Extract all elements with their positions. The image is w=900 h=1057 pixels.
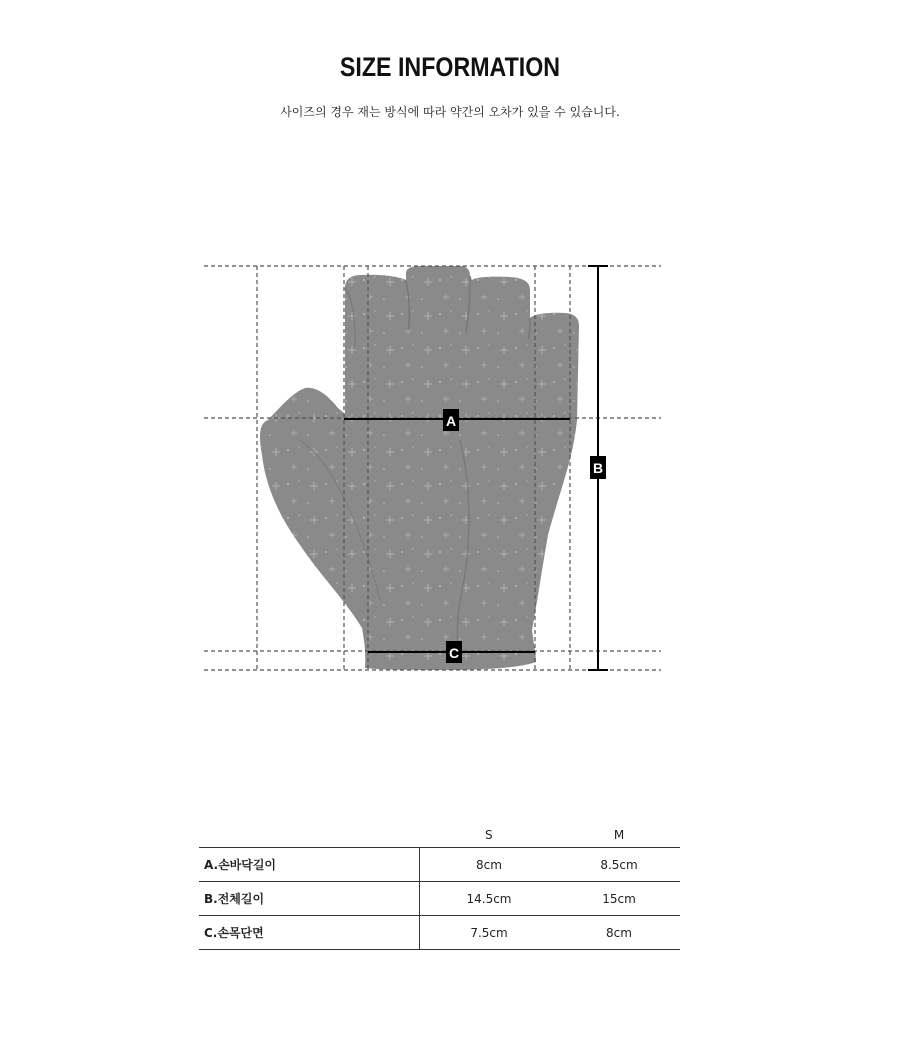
table-row (199, 882, 680, 916)
cell-m: 15cm (558, 882, 680, 916)
cell-s: 7.5cm (420, 916, 559, 950)
measure-b (588, 266, 608, 670)
table-row (199, 916, 680, 950)
label-a: A (445, 413, 457, 429)
row-label: A.손바닥길이 (199, 848, 420, 882)
column-header-m: M (558, 822, 680, 848)
cell-s: 8cm (420, 848, 559, 882)
column-header-s: S (420, 822, 559, 848)
cell-m: 8cm (558, 916, 680, 950)
glove-image (260, 266, 579, 670)
page-title: SIZE INFORMATION (339, 52, 561, 82)
cell-s: 14.5cm (420, 882, 559, 916)
size-table (199, 822, 680, 950)
page-subtitle: 사이즈의 경우 재는 방식에 따라 약간의 오차가 있을 수 있습니다. (280, 105, 620, 119)
cell-m: 8.5cm (558, 848, 680, 882)
row-label: C.손목단면 (199, 916, 420, 950)
column-header (199, 822, 420, 848)
label-c: C (448, 645, 460, 661)
label-b: B (592, 460, 604, 476)
table-row (199, 848, 680, 882)
row-label: B.전체길이 (199, 882, 420, 916)
table-header-row (199, 822, 680, 848)
